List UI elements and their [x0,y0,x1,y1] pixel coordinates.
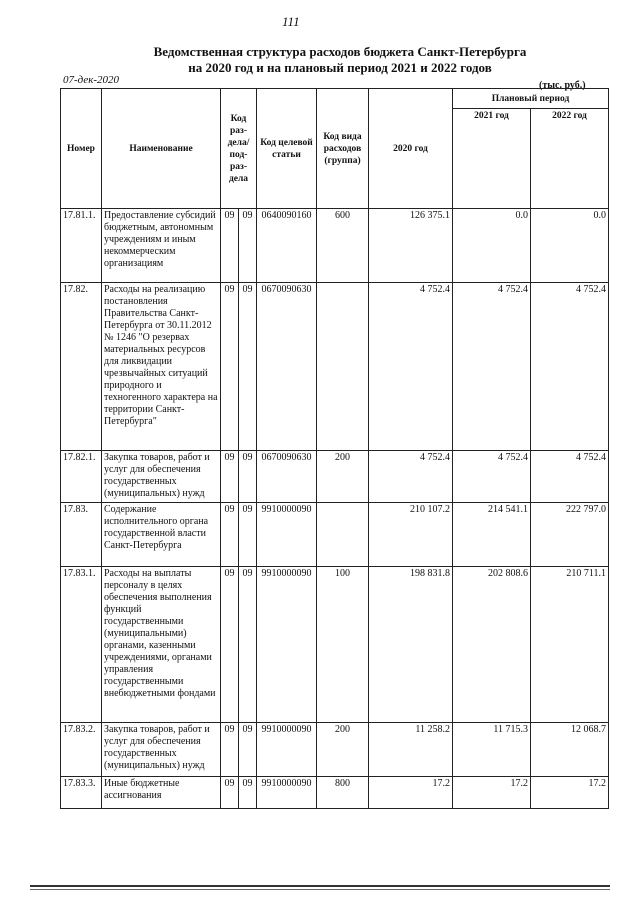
row-prz: 09 [239,777,257,809]
row-2022: 17.2 [531,777,609,809]
row-2020: 126 375.1 [369,209,453,283]
row-target: 9910000090 [257,567,317,723]
row-2020: 4 752.4 [369,451,453,503]
header-name: Наименование [102,89,221,209]
row-number: 17.83. [61,503,102,567]
row-2022: 12 068.7 [531,723,609,777]
page-number: 111 [282,14,300,29]
row-rz: 09 [221,283,239,451]
row-2022: 4 752.4 [531,451,609,503]
row-2022: 210 711.1 [531,567,609,723]
row-target: 0670090630 [257,283,317,451]
row-type: 200 [317,723,369,777]
row-2022: 4 752.4 [531,283,609,451]
row-2021: 17.2 [453,777,531,809]
row-target: 9910000090 [257,723,317,777]
row-rz: 09 [221,451,239,503]
row-number: 17.83.3. [61,777,102,809]
row-prz: 09 [239,283,257,451]
row-prz: 09 [239,209,257,283]
header-2021: 2021 год [453,109,531,209]
row-2021: 202 808.6 [453,567,531,723]
row-2020: 11 258.2 [369,723,453,777]
row-2020: 17.2 [369,777,453,809]
row-number: 17.81.1. [61,209,102,283]
header-type: Код вида расходов (группа) [317,89,369,209]
budget-table [60,88,609,809]
table-row [61,777,609,809]
document-title-line2: на 2020 год и на плановый период 2021 и 2022 годов [188,60,492,75]
header-target: Код целевой статьи [257,89,317,209]
table-row [61,723,609,777]
table-row [61,567,609,723]
row-rz: 09 [221,503,239,567]
table-row [61,209,609,283]
row-name: Расходы на выплаты персоналу в целях обеспечения выполнения функций государственными (муниципальными) органами, казенными учреждениями, органами управления государственными внебюджетными фондами [102,567,221,723]
row-type: 100 [317,567,369,723]
units-label: (тыс. руб.) [539,80,586,91]
row-name: Предоставление субсидий бюджетным, автономным учреждениям и иным некоммерческим организациям [102,209,221,283]
table-row [61,451,609,503]
row-target: 9910000090 [257,503,317,567]
row-target: 0670090630 [257,451,317,503]
header-2020: 2020 год [369,89,453,209]
row-rz: 09 [221,567,239,723]
row-2021: 4 752.4 [453,451,531,503]
document-date: 07-дек-2020 [63,74,120,86]
row-number: 17.83.2. [61,723,102,777]
row-number: 17.83.1. [61,567,102,723]
header-section: Код раз-дела/ под-раз-дела [221,89,257,209]
row-target: 0640090160 [257,209,317,283]
table-row [61,283,609,451]
row-rz: 09 [221,209,239,283]
row-rz: 09 [221,777,239,809]
row-prz: 09 [239,723,257,777]
row-prz: 09 [239,503,257,567]
header-2022: 2022 год [531,109,609,209]
row-target: 9910000090 [257,777,317,809]
row-2021: 11 715.3 [453,723,531,777]
row-rz: 09 [221,723,239,777]
bottom-rule [30,885,610,887]
row-2020: 198 831.8 [369,567,453,723]
row-type: 600 [317,209,369,283]
document-title-line1: Ведомственная структура расходов бюджета Санкт-Петербурга [153,44,527,59]
row-name: Иные бюджетные ассигнования [102,777,221,809]
row-type: 800 [317,777,369,809]
row-name: Расходы на реализацию постановления Правительства Санкт-Петербурга от 30.11.2012 № 1246 "О резервах материальных ресурсов для ликвидации чрезвычайных ситуаций природного и техногенного характера на территории Санкт-Петербурга" [102,283,221,451]
row-name: Содержание исполнительного органа государственной власти Санкт-Петербурга [102,503,221,567]
row-2022: 0.0 [531,209,609,283]
header-number: Номер [61,89,102,209]
row-name: Закупка товаров, работ и услуг для обеспечения государственных (муниципальных) нужд [102,451,221,503]
row-prz: 09 [239,451,257,503]
row-type [317,283,369,451]
row-type: 200 [317,451,369,503]
row-2020: 210 107.2 [369,503,453,567]
row-type [317,503,369,567]
header-plan-period: Плановый период [453,89,609,109]
row-prz: 09 [239,567,257,723]
row-2021: 4 752.4 [453,283,531,451]
bottom-rule-thin [30,889,610,890]
row-number: 17.82. [61,283,102,451]
row-2022: 222 797.0 [531,503,609,567]
row-number: 17.82.1. [61,451,102,503]
row-2021: 214 541.1 [453,503,531,567]
row-2020: 4 752.4 [369,283,453,451]
row-2021: 0.0 [453,209,531,283]
row-name: Закупка товаров, работ и услуг для обеспечения государственных (муниципальных) нужд [102,723,221,777]
table-row [61,503,609,567]
